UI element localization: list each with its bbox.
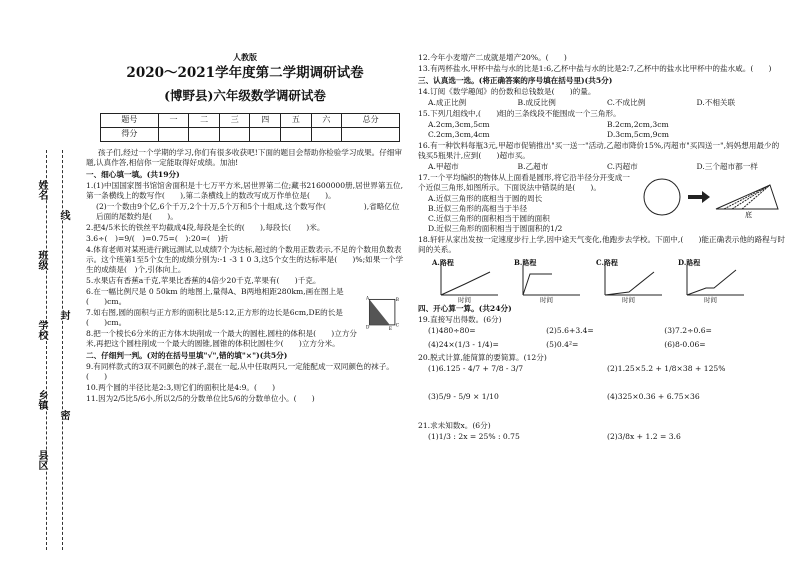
score-cell[interactable] [342,127,400,141]
score-cell[interactable] [281,127,312,141]
graph-option-label: A.路程 [432,258,454,268]
calc-item: (2)3/8x + 1.2 = 3.6 [607,432,681,442]
binding-strip [6,150,76,550]
graph-d-plot [686,266,746,296]
graph-option-label: B.路程 [514,258,537,268]
question-4: 4.体育老师对某班进行跳远测试,以成绩7个为达标,超过的个数用正数表示,不足的个数用负数表示。这个班第1至5个女生的成绩分别为:-1 -3 1 0 3,这5个女生的达标率是( )%;如果一个学生的成绩是( )个,引体向上。 [86,245,404,275]
calc-item: (2)5.6+3.4= [546,326,594,336]
exam-subtitle: (博野县)六年级数学调研试卷 [164,88,326,104]
option: C.丙超市 [607,162,638,172]
option: C.2cm,3cm,4cm [428,130,490,140]
svg-text:D: D [366,325,370,331]
score-cell[interactable] [311,127,342,141]
svg-text:A: A [366,296,370,302]
score-header-cell: 三 [219,113,250,127]
binding-label-class: 班级 [36,250,47,270]
calc-item: (5)0.4²= [546,340,579,350]
question-15: 15.下列几组线中,( )组的三条线段不能围成一个三角形。 [418,109,621,119]
option: D.近似三角形的面积相当于圆面积的1/2 [428,224,563,234]
score-table-header [101,113,400,127]
question-20: 20.脱式计算,能简算的要简算。(12分) [418,353,547,363]
question-7: 7.如右图,圆的面积与正方形的面积比是5:12,正方形的边长是6cm,DE的长是( )cm。 [86,308,343,328]
question-2: 2.把4/5米长的铁丝平均截成4段,每段是全长的( ),每段长( )米。 [86,222,325,232]
question-5: 5.水果店有香蕉a千克,苹果比香蕉的4倍少20千克,苹果有( )千克。 [86,276,321,286]
question-8: 8.把一个棱长6分米的正方体木块削成一个最大的圆柱,圆柱的体积是( )立方分米,再把这个圆柱削成一个最大的圆锥,圆锥的体积比圆柱少( )立方分米。 [86,329,358,349]
graph-option-label: D.路程 [678,258,701,268]
score-table [100,113,400,142]
graph-x-label: 时间 [622,296,635,305]
calc-item: (4)325×0.36 + 6.75×36 [607,392,700,402]
question-1a: 1.(1)中国国家图书馆馆舍面积是十七万平方米,居世界第二位;藏书21600000册,居世界第五位,第一条横线上的数写作( ),第二条横线上的数改写成万作单位是( )。 [86,180,404,200]
binding-mark-seal: 封 [58,310,69,320]
calc-item: (1)480÷80= [428,326,476,336]
question-10: 10.两个圆的半径比是2:3,则它们的面积比是4:9。( ) [86,383,276,393]
question-16: 16.有一种饮料每瓶3元,甲超市促销推出"买一送一"活动,乙超市降价15%,丙超市"买四送一",妈妈想用最少的钱买5瓶果汁,应到( )超市买。 [418,141,780,161]
graph-b-plot [522,266,582,296]
score-header-cell: 四 [250,113,281,127]
option: D.3cm,5cm,9cm [607,130,669,140]
calc-item: (6)8-0.06= [664,340,706,350]
seal-line [46,150,47,550]
right-column [418,52,786,552]
question-20-items [418,364,786,420]
calc-item: (1)6.125 - 4/7 + 7/8 - 3/7 [428,364,524,374]
score-header-cell: 总分 [342,113,400,127]
score-cell[interactable] [189,127,220,141]
question-6: 6.在一幅比例尺是 0 50km 的地图上,量得A、B两地相距280km,画在图上是( )cm。 [86,287,344,307]
question-21-items [418,432,786,442]
option: B.近似三角形的高相当于半径 [428,204,528,214]
question-18: 18.轩轩从家出发按一定速度步行上学,因中途天气变化,他跑步去学校。下面中,( )能正确表示他的路程与时间的关系。 [418,235,785,255]
option: B.成反比例 [517,98,556,108]
graph-option-b [514,258,582,305]
circle-to-triangle-figure [642,173,782,221]
graph-a-plot [440,266,500,296]
section-3-heading: 三、认真选一选。(将正确答案的序号填在括号里)(共5分) [418,76,613,86]
option: B.乙超市 [517,162,549,172]
question-14-options [418,98,786,108]
score-cell[interactable] [250,127,281,141]
edition-label: 人教版 [233,52,257,62]
calc-item: (2)1.25×5.2 + 1/8×38 + 125% [607,364,726,374]
calc-item: (3)5/9 - 5/9 × 1/10 [428,392,499,402]
question-21: 21.求未知数x。(6分) [418,421,491,431]
calc-item: (1)1/3 : 2x = 25% : 0.75 [428,432,520,442]
question-18-charts [432,258,786,305]
option: A.2cm,3cm,5cm [428,120,490,130]
option: D.三个超市都一样 [696,162,758,172]
calc-item: (4)24×(1/3 - 1/4)= [428,340,499,350]
question-19: 19.直接写出得数。(6分) [418,315,502,325]
option: B.2cm,2cm,3cm [607,120,669,130]
question-15-options [418,120,786,140]
score-header-cell: 五 [281,113,312,127]
question-11: 11.因为2/5比5/6小,所以2/5的分数单位比5/6的分数单位小。( ) [86,394,315,404]
question-12: 12.今年小麦增产二成就是增产20%。( ) [418,53,567,62]
score-row-label: 得分 [101,127,159,141]
section-2-heading: 二、仔细判一判。(对的在括号里填"√",错的填"×")(共5分) [86,351,288,361]
binding-label-school: 学校 [36,320,47,340]
graph-x-label: 时间 [458,296,471,305]
score-header-cell: 题号 [101,113,159,127]
svg-text:C: C [395,323,400,329]
graph-option-d [678,258,746,305]
exam-title: 2020～2021学年度第二学期调研试卷 [126,64,364,81]
graph-x-label: 时间 [704,296,717,305]
question-13: 13.有两杯盐水,甲杯中盐与水的比是1:6,乙杯中盐与水的比是2:7,乙杯中的盐水比甲杯中的盐水咸。( ) [418,64,772,74]
question-1b: (2)一个数由9个亿,6个千万,2个十万,5个万和5个十组成,这个数写作( ),省略亿位后面的尾数约是( )。 [96,201,400,221]
question-19-items [418,326,786,350]
option: A.成正比例 [428,98,467,108]
score-header-cell: 一 [158,113,189,127]
option: A.甲超市 [428,162,459,172]
svg-text:E: E [388,327,393,331]
graph-x-label: 时间 [540,296,553,305]
binding-label-county: 县区 [36,450,47,470]
intro-text: 孩子们,经过一个学期的学习,你们有很多收获吧!下面的题目会帮助你检验学习成果。仔细审题,认真作答,相信你一定能取得好成绩。加油! [86,147,403,167]
score-header-cell: 二 [189,113,220,127]
score-header-cell: 六 [311,113,342,127]
section-1-heading: 一、细心填一填。(共19分) [86,169,180,179]
option: A.近似三角形的底相当于圆的周长 [428,194,543,204]
graph-option-label: C.路程 [596,258,618,268]
binding-label-name: 姓名 [36,180,47,200]
square-figure [366,296,400,330]
left-column [86,52,404,552]
option: C.近似三角形的面积相当于圆的面积 [428,214,550,224]
calc-item: (3)7.2÷0.6= [664,326,712,336]
binding-label-town: 乡镇 [36,390,47,410]
question-17: 17.一个平均编织的物体从上面看是圆形,将它沿半径分开变成一个近似三角形,如图所示。下面说法中错误的是( )。 [418,173,630,193]
graph-c-plot [604,266,664,296]
score-cell[interactable] [158,127,189,141]
figure-base-label: 底 [745,211,752,220]
section-4-heading: 四、开心算一算。(共24分) [418,304,512,314]
score-table-row [101,127,400,141]
option: C.不成比例 [607,98,646,108]
svg-text:B: B [395,298,399,304]
binding-mark-line: 线 [58,210,69,220]
graph-option-a [432,258,500,305]
option: D.不相关联 [696,98,736,108]
binding-mark-secret: 密 [58,410,69,420]
question-9: 9.有同样款式的3双不同颜色的袜子,混在一起,从中任取两只,一定能配成一双同颜色的袜子。( ) [86,362,394,382]
question-16-options [418,162,786,172]
question-14: 14.订阅《数学趣闻》的份数和总钱数是( )的量。 [418,87,596,97]
graph-option-c [596,258,664,305]
question-3: 3.6÷( )=9/( )=0.75=( ):20=( )折 [86,233,229,243]
score-cell[interactable] [219,127,250,141]
